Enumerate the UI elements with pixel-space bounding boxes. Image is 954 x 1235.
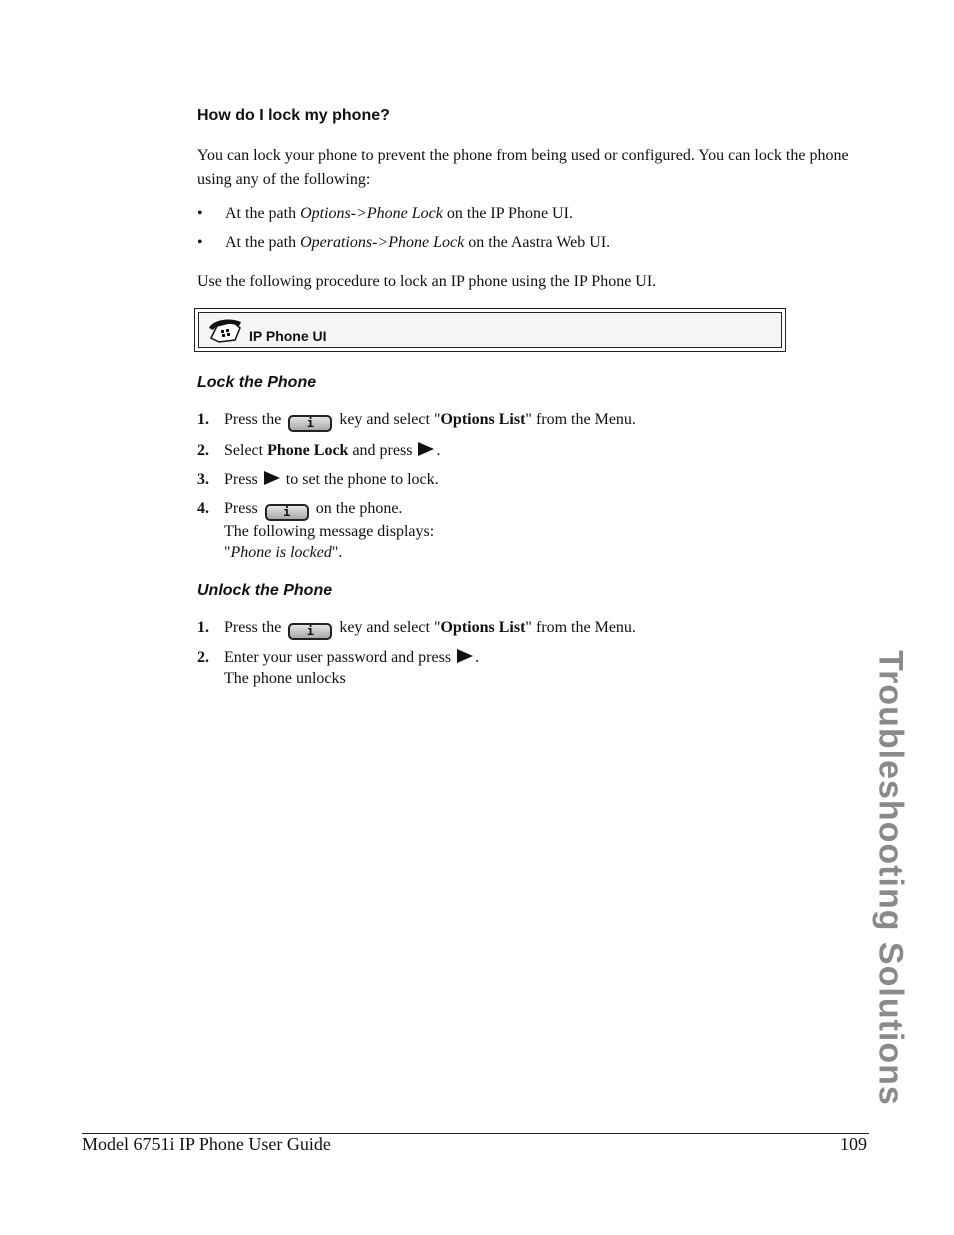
lock-heading: Lock the Phone (197, 374, 317, 391)
ip-phone-ui-box-inner (198, 312, 782, 348)
lock-step-4: 4. Press i on the phone. The following message displays: "Phone is locked". (197, 500, 435, 561)
procedure-intro: Use the following procedure to lock an IP phone using the IP Phone UI. (197, 273, 657, 290)
footer-page-number: 109 (840, 1134, 867, 1154)
bullet-item: • At the path Operations->Phone Lock on the Aastra Web UI. (197, 232, 610, 254)
bullet-dot: • (197, 234, 203, 251)
lock-step-1: 1. Press the i key and select "Options List" from the Menu. (197, 411, 636, 430)
intro-paragraph: You can lock your phone to prevent the phone from being used or configured. You can lock the phone using any of the following: (197, 147, 849, 188)
bullet-dot: • (197, 205, 203, 222)
bullet-item: • At the path Options->Phone Lock on the IP Phone UI. (197, 203, 573, 225)
info-key-icon: i (288, 415, 332, 432)
question-heading: How do I lock my phone? (197, 107, 390, 124)
unlock-heading: Unlock the Phone (197, 582, 333, 599)
phone-handset-icon (207, 318, 243, 344)
right-arrow-icon (418, 442, 434, 456)
ip-phone-ui-label: IP Phone UI (249, 328, 327, 344)
info-key-icon: i (288, 623, 332, 640)
right-arrow-icon (457, 649, 473, 663)
info-key-icon: i (265, 504, 309, 521)
footer-guide-title: Model 6751i IP Phone User Guide (82, 1134, 331, 1154)
ip-phone-ui-box (194, 308, 786, 352)
unlock-step-1: 1. Press the i key and select "Options List" from the Menu. (197, 619, 636, 638)
right-arrow-icon (264, 471, 280, 485)
lock-step-3: 3. Press to set the phone to lock. (197, 471, 439, 488)
lock-step-2: 2. Select Phone Lock and press . (197, 442, 441, 459)
side-section-title: Troubleshooting Solutions (871, 649, 910, 1106)
unlock-step-2: 2. Enter your user password and press . The phone unlocks (197, 649, 480, 687)
